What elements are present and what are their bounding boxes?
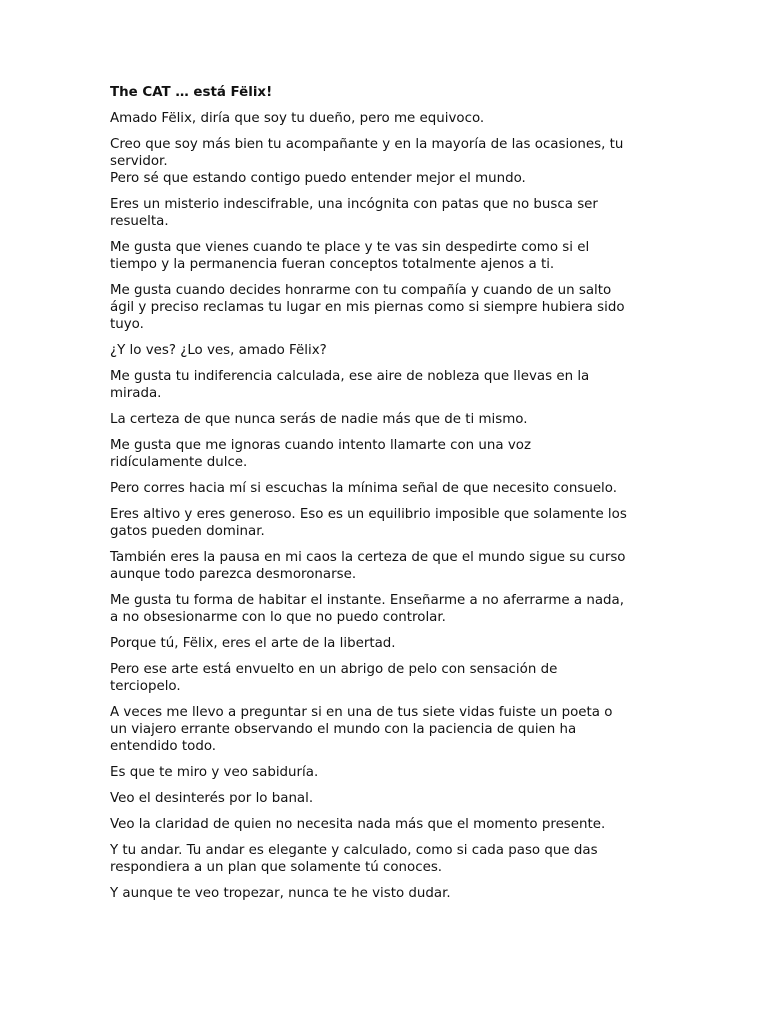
paragraph-line: Eres un misterio indescifrable, una incógnita con patas que no busca ser [110, 197, 598, 212]
paragraph [110, 661, 666, 695]
paragraph-line: La certeza de que nunca serás de nadie más que de ti mismo. [110, 412, 528, 427]
paragraph-line: aunque todo parezca desmoronarse. [110, 567, 357, 582]
paragraph [110, 239, 666, 273]
paragraph [110, 635, 666, 652]
paragraph [110, 437, 666, 471]
paragraph [110, 110, 666, 127]
paragraph-line: tuyo. [110, 317, 144, 332]
paragraph-line: Me gusta tu forma de habitar el instante. Enseñarme a no aferrarme a nada, [110, 593, 624, 608]
paragraph-line: a no obsesionarme con lo que no puedo controlar. [110, 610, 446, 625]
paragraph-line: servidor. [110, 154, 168, 169]
document-page [110, 84, 666, 911]
document-title: The CAT … está Fëlix! [110, 85, 273, 100]
paragraph [110, 764, 666, 781]
paragraph-line: También eres la pausa en mi caos la certeza de que el mundo sigue su curso [110, 550, 626, 565]
paragraph-line: Porque tú, Fëlix, eres el arte de la libertad. [110, 636, 396, 651]
paragraph-line: Pero corres hacia mí si escuchas la mínima señal de que necesito consuelo. [110, 481, 617, 496]
paragraph [110, 136, 666, 187]
paragraph [110, 592, 666, 626]
paragraph [110, 368, 666, 402]
paragraph-line: Me gusta que me ignoras cuando intento llamarte con una voz [110, 438, 531, 453]
paragraph-line: Veo el desinterés por lo banal. [110, 791, 314, 806]
paragraph-line: tiempo y la permanencia fueran conceptos totalmente ajenos a ti. [110, 257, 555, 272]
paragraph-line: Veo la claridad de quien no necesita nada más que el momento presente. [110, 817, 606, 832]
paragraph-line: A veces me llevo a preguntar si en una de tus siete vidas fuiste un poeta o [110, 705, 613, 720]
paragraph [110, 411, 666, 428]
paragraph-line: Y tu andar. Tu andar es elegante y calculado, como si cada paso que das [110, 843, 598, 858]
paragraph [110, 885, 666, 902]
paragraph-line: ridículamente dulce. [110, 455, 248, 470]
paragraph-line: Pero ese arte está envuelto en un abrigo de pelo con sensación de [110, 662, 558, 677]
paragraph-line: Me gusta que vienes cuando te place y te vas sin despedirte como si el [110, 240, 590, 255]
paragraph [110, 480, 666, 497]
paragraph-line: Amado Fëlix, diría que soy tu dueño, pero me equivoco. [110, 111, 485, 126]
paragraph-line: Eres altivo y eres generoso. Eso es un equilibrio imposible que solamente los [110, 507, 627, 522]
paragraph [110, 842, 666, 876]
paragraph [110, 342, 666, 359]
paragraph-line: Me gusta tu indiferencia calculada, ese aire de nobleza que llevas en la [110, 369, 590, 384]
paragraph-line: resuelta. [110, 214, 169, 229]
paragraph [110, 704, 666, 755]
paragraph [110, 816, 666, 833]
paragraph [110, 549, 666, 583]
paragraph-line: respondiera a un plan que solamente tú conoces. [110, 860, 443, 875]
paragraph-line: mirada. [110, 386, 162, 401]
paragraph-line: gatos pueden dominar. [110, 524, 265, 539]
paragraph [110, 506, 666, 540]
paragraph [110, 790, 666, 807]
paragraph-line: ¿Y lo ves? ¿Lo ves, amado Fëlix? [110, 343, 327, 358]
paragraph-line: Pero sé que estando contigo puedo entender mejor el mundo. [110, 171, 526, 186]
paragraph-line: Es que te miro y veo sabiduría. [110, 765, 319, 780]
paragraph-line: Me gusta cuando decides honrarme con tu compañía y cuando de un salto [110, 283, 612, 298]
paragraph-line: un viajero errante observando el mundo con la paciencia de quien ha [110, 722, 577, 737]
paragraph-line: Y aunque te veo tropezar, nunca te he visto dudar. [110, 886, 451, 901]
paragraph-line: Creo que soy más bien tu acompañante y en la mayoría de las ocasiones, tu [110, 137, 624, 152]
paragraph-line: terciopelo. [110, 679, 181, 694]
paragraph [110, 196, 666, 230]
paragraph-line: ágil y preciso reclamas tu lugar en mis piernas como si siempre hubiera sido [110, 300, 625, 315]
paragraph-line: entendido todo. [110, 739, 217, 754]
paragraph [110, 282, 666, 333]
